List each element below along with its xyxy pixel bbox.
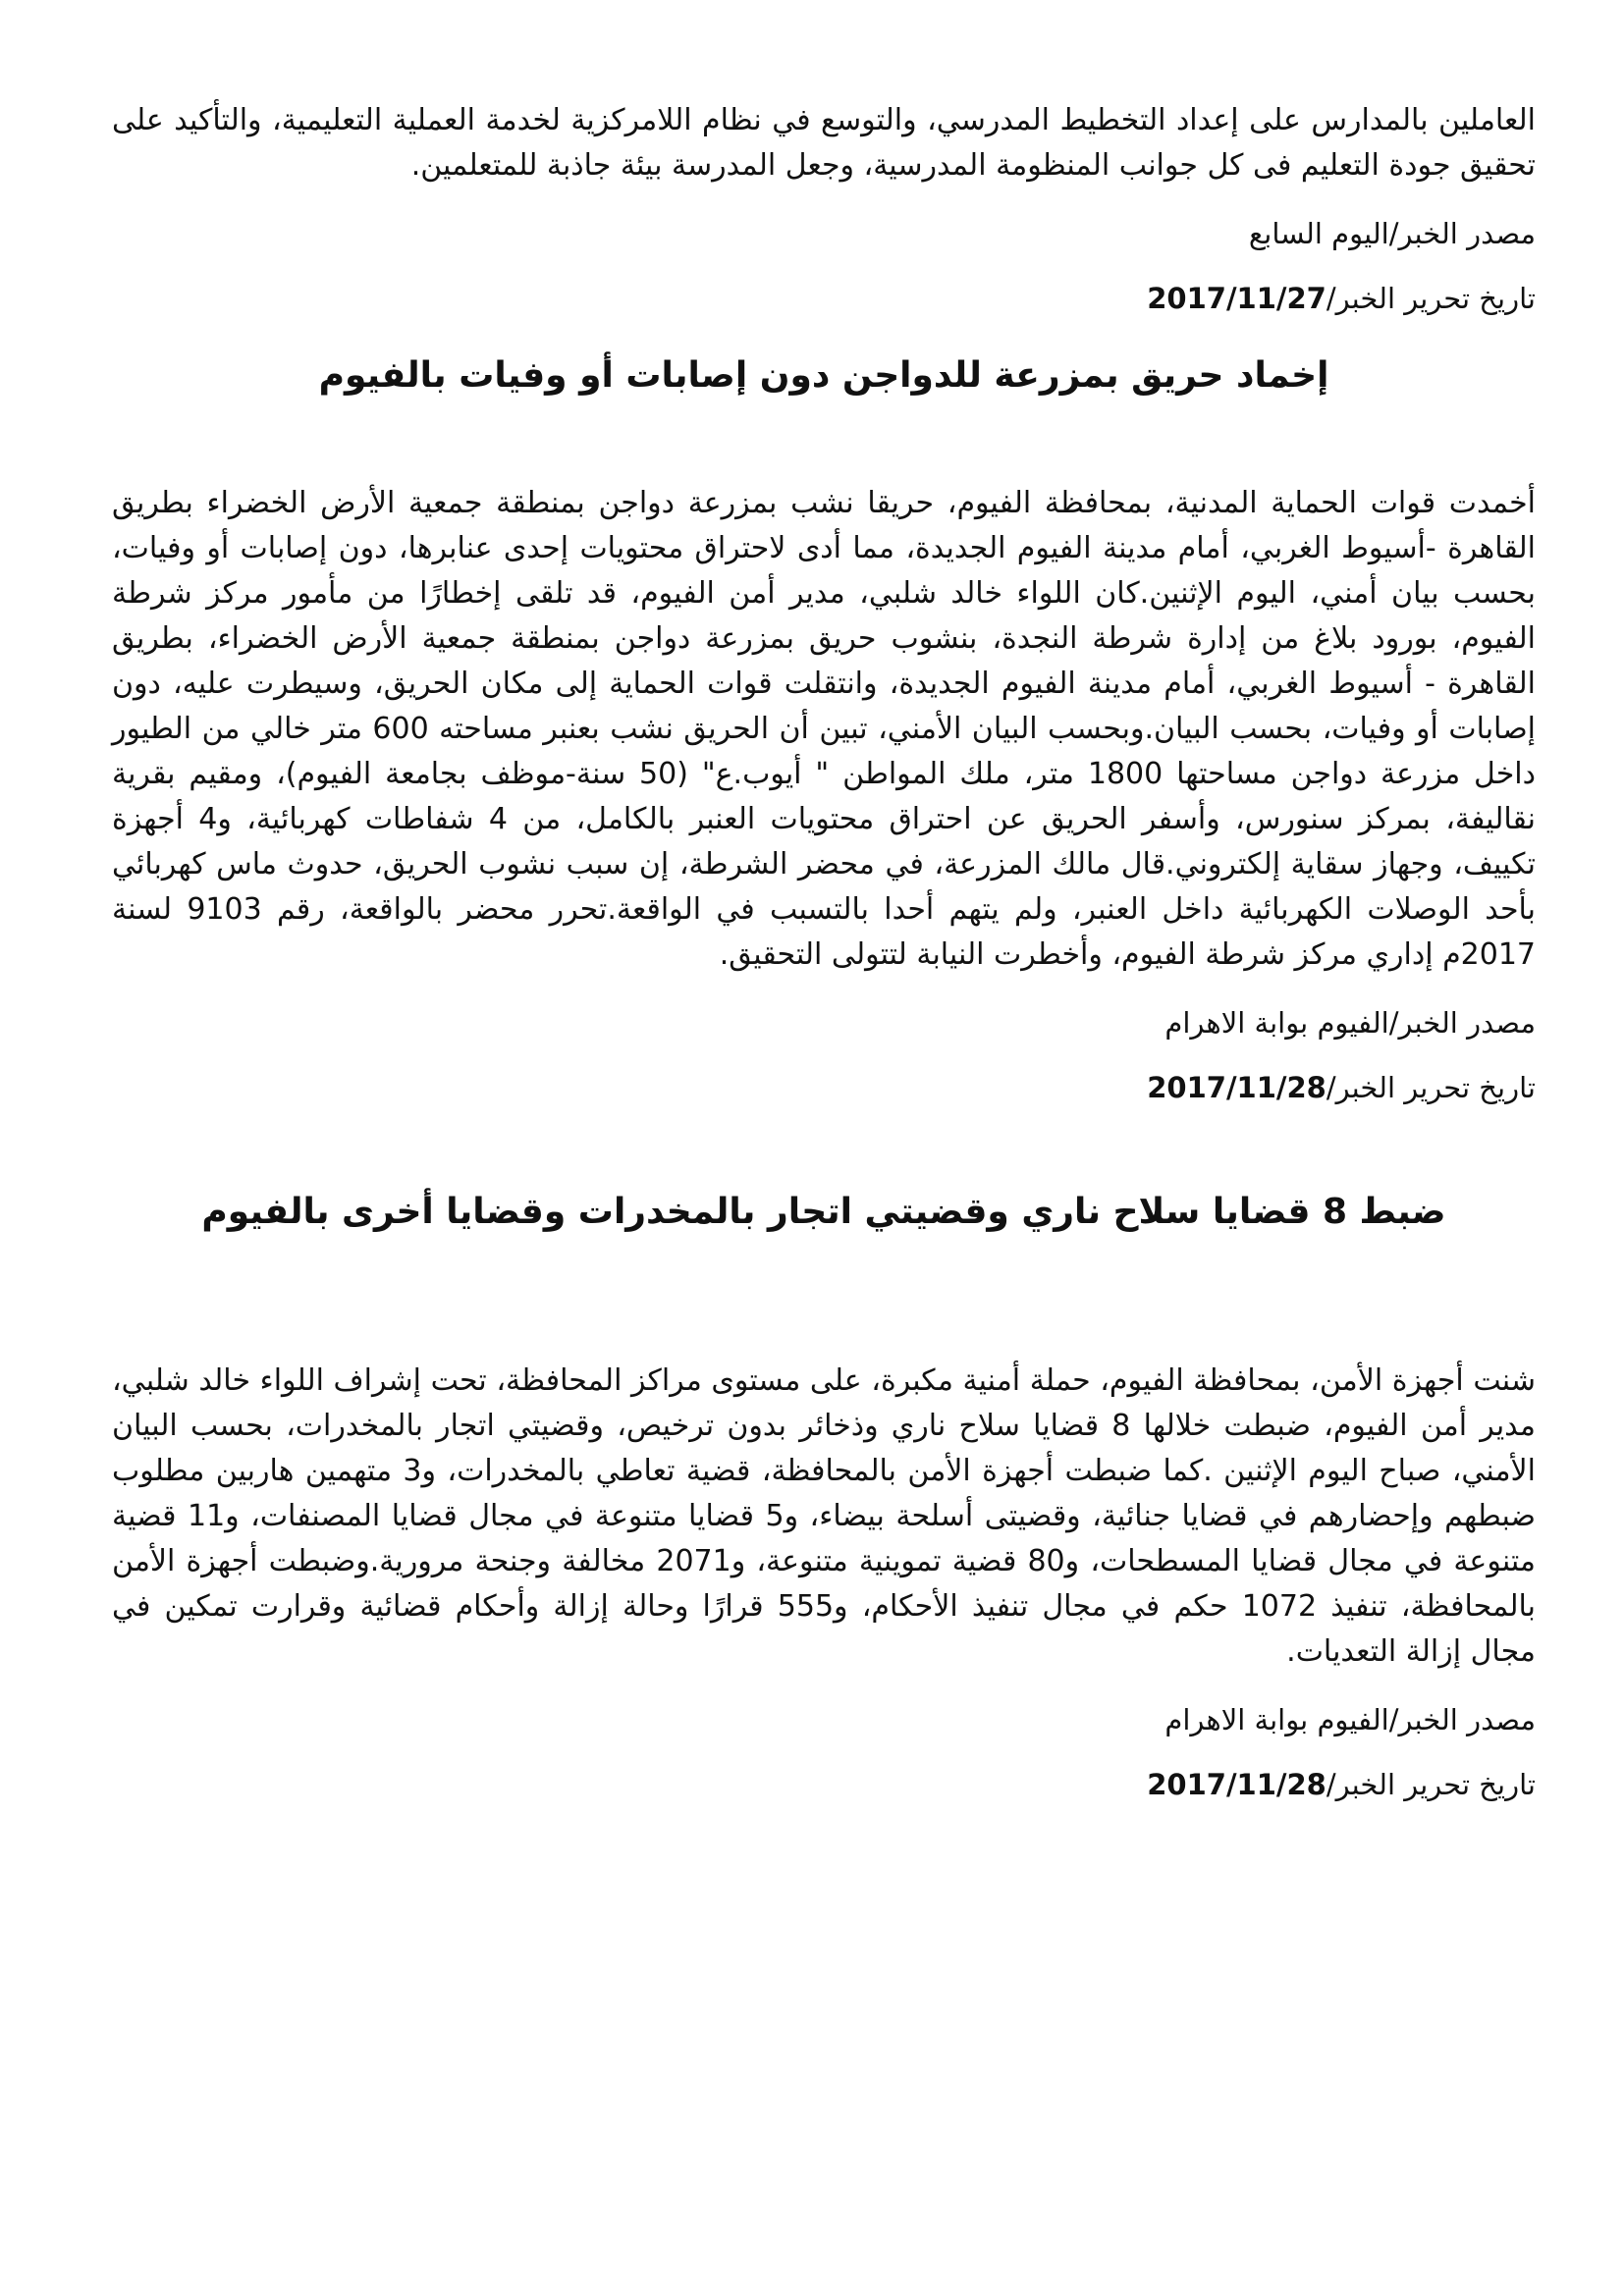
date-label: تاريخ تحرير الخبر/: [1326, 1768, 1536, 1801]
date-label: تاريخ تحرير الخبر/: [1326, 1071, 1536, 1104]
date-label: تاريخ تحرير الخبر/: [1326, 282, 1536, 315]
intro-source: مصدر الخبر/اليوم السابع: [1248, 217, 1536, 250]
intro-paragraph: العاملين بالمدارس على إعداد التخطيط المدرسي، والتوسع في نظام اللامركزية لخدمة العملية التعليمية، والتأكيد على تحقيق جودة التعليم فى كل جوانب المنظومة المدرسية، وجعل المدرسة بيئة جاذبة للمتعلمين.: [112, 103, 1536, 183]
article-2-date: [112, 1765, 1536, 1804]
article-1-headline: إخماد حريق بمزرعة للدواجن دون إصابات أو وفيات بالفيوم: [318, 355, 1329, 396]
article-2-source: مصدر الخبر/الفيوم بوابة الاهرام: [1164, 1703, 1536, 1736]
article-2-headline: ضبط 8 قضايا سلاح ناري وقضيتي اتجار بالمخدرات وقضايا أخرى بالفيوم: [201, 1192, 1446, 1232]
date-value: 2017/11/28: [1147, 1768, 1326, 1801]
date-value: 2017/11/27: [1147, 282, 1326, 315]
article-1-source: مصدر الخبر/الفيوم بوابة الاهرام: [1164, 1006, 1536, 1040]
document-page: [112, 98, 1536, 1804]
date-value: 2017/11/28: [1147, 1071, 1326, 1104]
article-1-body: أخمدت قوات الحماية المدنية، بمحافظة الفيوم، حريقا نشب بمزرعة دواجن بمنطقة جمعية الأرض الخضراء بطريق القاهرة -أسيوط الغربي، أمام مدينة الفيوم الجديدة، مما أدى لاحتراق محتويات إحدى عنابرها، دون إصابات أو وفيات، بحسب بيان أمني، اليوم الإثنين.كان اللواء خالد شلبي، مدير أمن الفيوم، قد تلقى إخطارًا من مأمور مركز شرطة الفيوم، بورود بلاغ من إدارة شرطة النجدة، بنشوب حريق بمزرعة دواجن بمنطقة جمعية الأرض الخضراء، بطريق القاهرة - أسيوط الغربي، أمام مدينة الفيوم الجديدة، وانتقلت قوات الحماية إلى مكان الحريق، وسيطرت عليه، دون إصابات أو وفيات، بحسب البيان.وبحسب البيان الأمني، تبين أن الحريق نشب بعنبر مساحته 600 متر خالي من الطيور داخل مزرعة دواجن مساحتها 1800 متر، ملك المواطن " أيوب.ع" (50 سنة-موظف بجامعة الفيوم)، ومقيم بقرية نقاليفة، بمركز سنورس، وأسفر الحريق عن احتراق محتويات العنبر بالكامل، من 4 شفاطات كهربائية، و4 أجهزة تكييف، وجهاز سقاية إلكتروني.قال مالك المزرعة، في محضر الشرطة، إن سبب نشوب الحريق، حدوث ماس كهربائي بأحد الوصلات الكهربائية داخل العنبر، ولم يتهم أحدا بالتسبب في الواقعة.تحرر محضر بالواقعة، رقم 9103 لسنة 2017م إداري مركز شرطة الفيوم، وأخطرت النيابة لتتولى التحقيق.: [112, 486, 1537, 972]
article-2-body: شنت أجهزة الأمن، بمحافظة الفيوم، حملة أمنية مكبرة، على مستوى مراكز المحافظة، تحت إشراف اللواء خالد شلبي، مدير أمن الفيوم، ضبطت خلالها 8 قضايا سلاح ناري وذخائر بدون ترخيص، وقضيتي اتجار بالمخدرات، بحسب البيان الأمني، صباح اليوم الإثنين .كما ضبطت أجهزة الأمن بالمحافظة، قضية تعاطي بالمخدرات، و3 متهمين هاربين مطلوب ضبطهم وإحضارهم في قضايا جنائية، وقضيتى أسلحة بيضاء، و5 قضايا متنوعة في مجال قضايا المصنفات، و11 قضية متنوعة في مجال قضايا المسطحات، و80 قضية تموينية متنوعة، و2071 مخالفة وجنحة مرورية.وضبطت أجهزة الأمن بالمحافظة، تنفيذ 1072 حكم في مجال تنفيذ الأحكام، و555 قرارًا وحالة إزالة وأحكام قضائية وقرارت تمكين في مجال إزالة التعديات.: [112, 1363, 1537, 1669]
article-1-date: [112, 1068, 1536, 1107]
intro-date: [112, 279, 1536, 318]
